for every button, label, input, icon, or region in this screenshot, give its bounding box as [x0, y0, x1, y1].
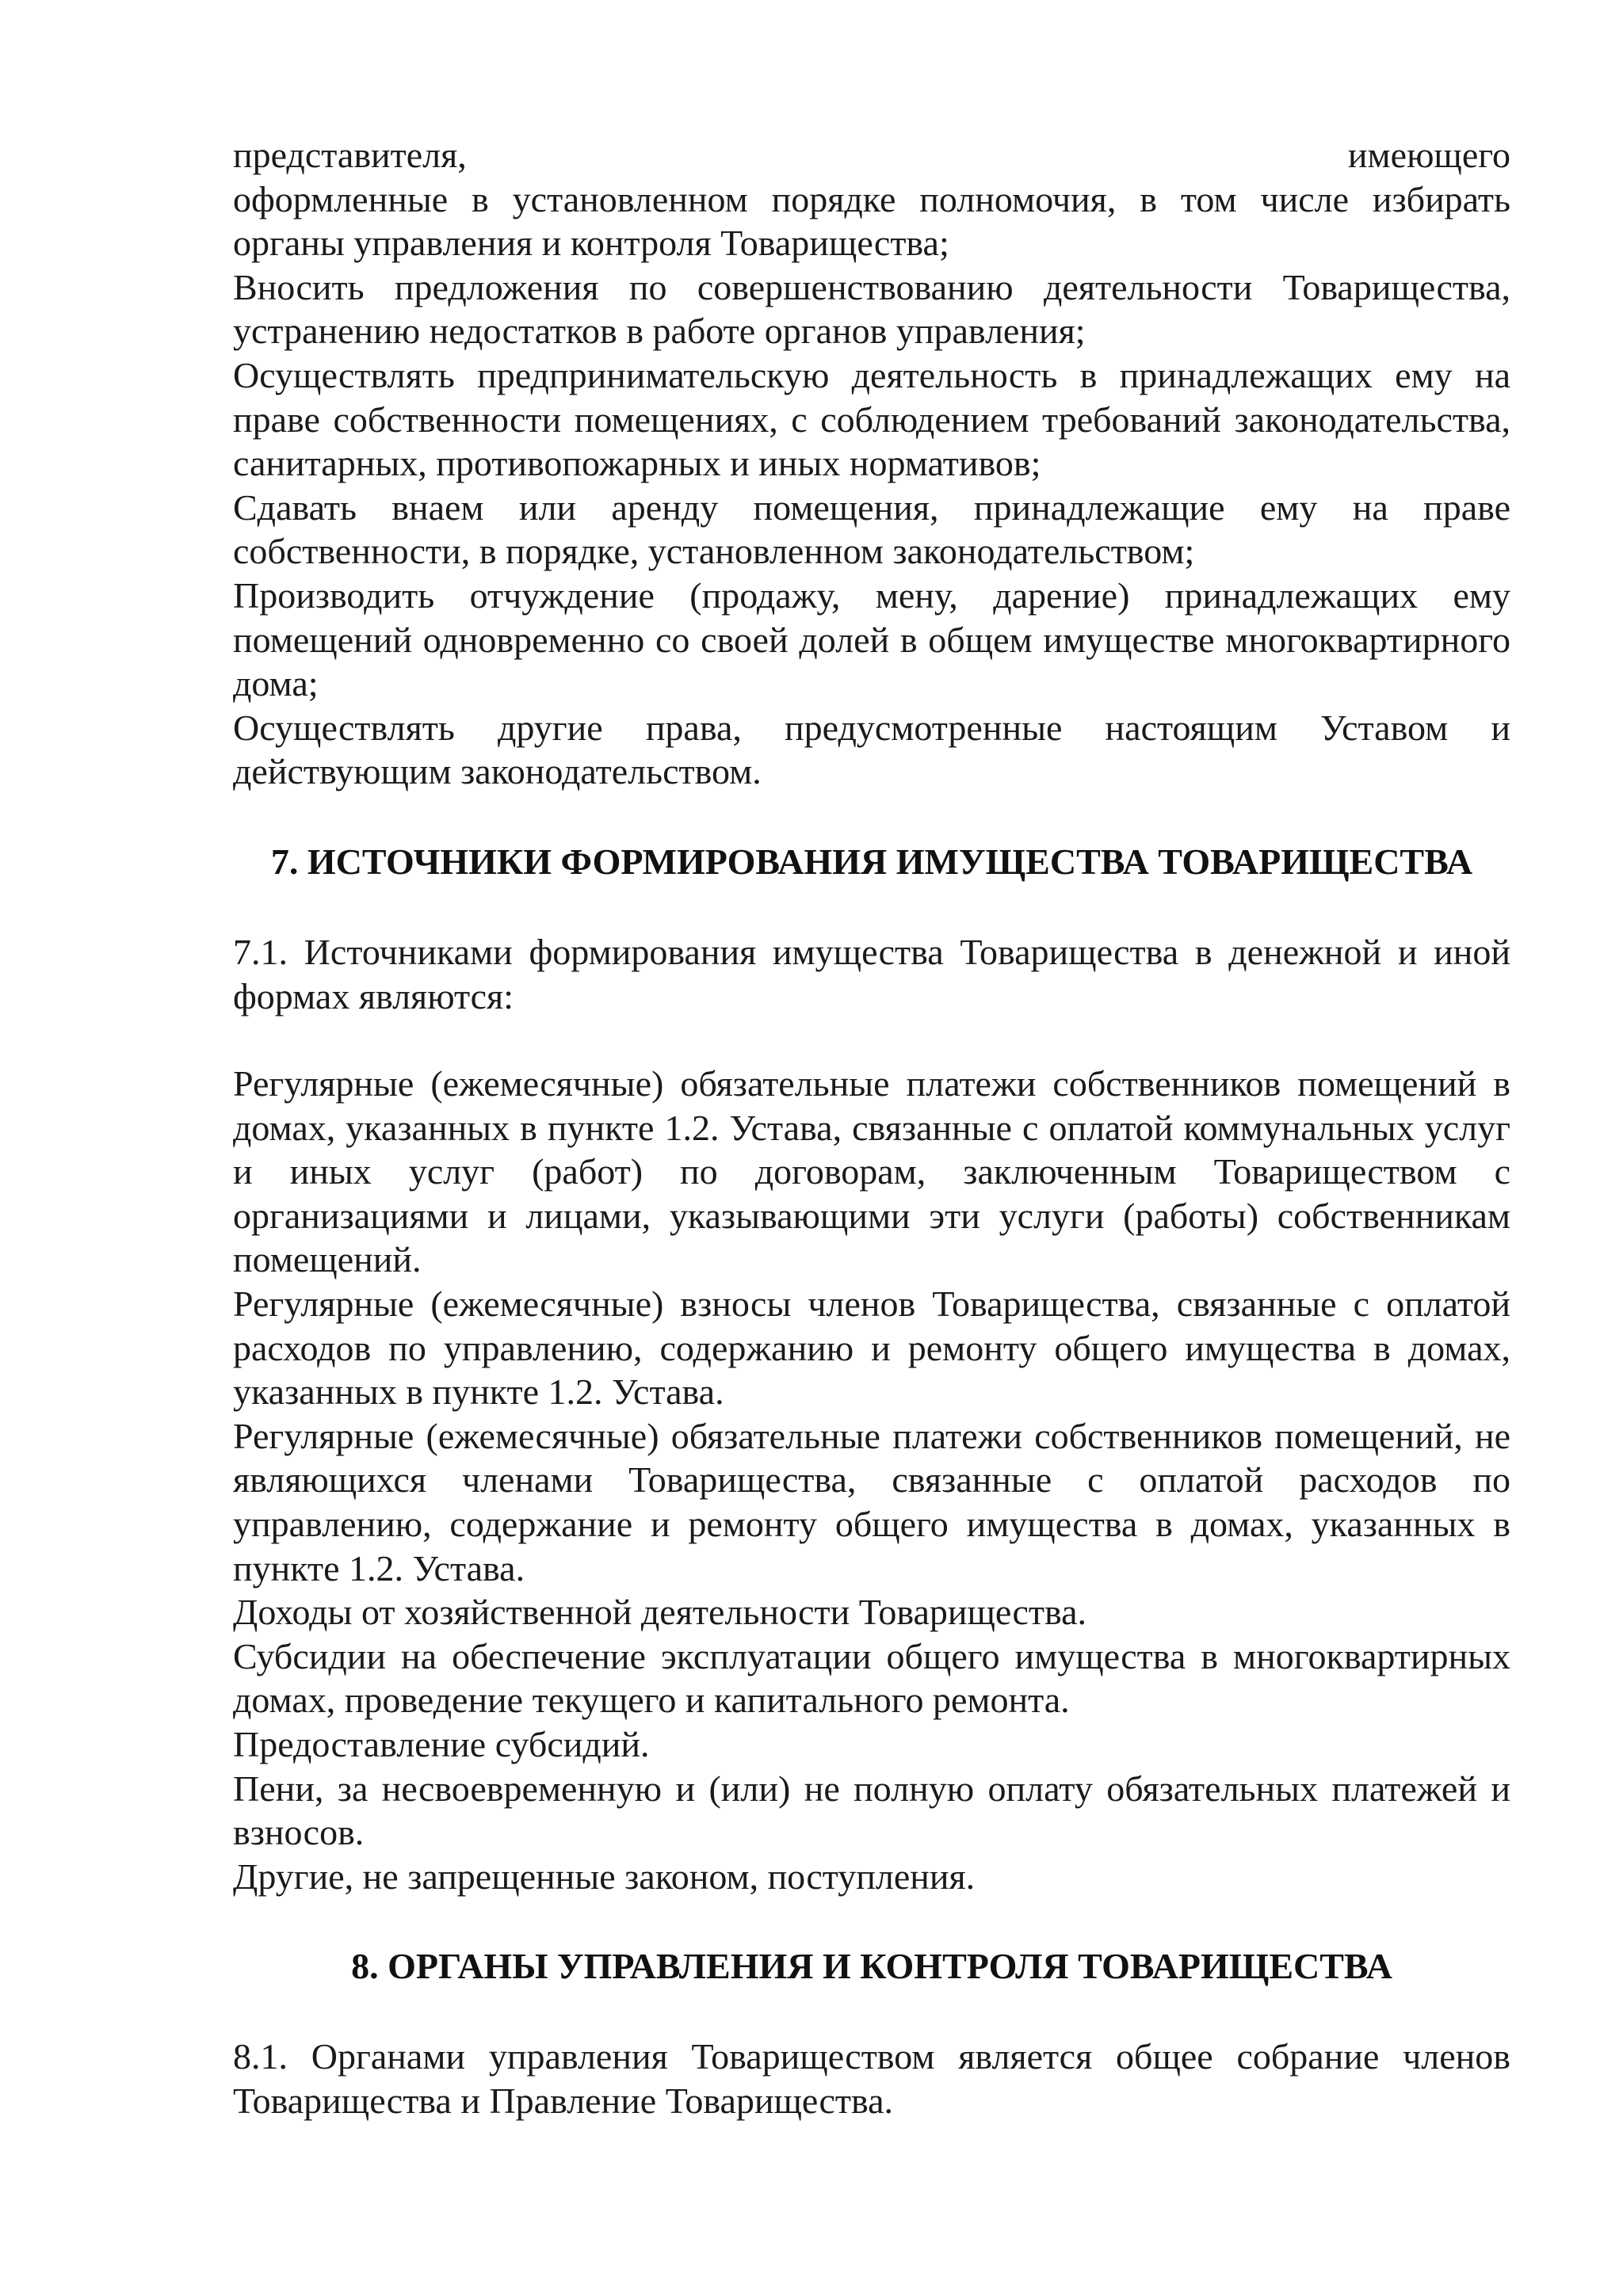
clause-7-1: 7.1. Источниками формирования имущества Товарищества в денежной и иной формах являются:	[233, 931, 1510, 1016]
right-item: Осуществлять предпринимательскую деятельность в принадлежащих ему на праве собственности помещениях, с соблюдением требований законодательства, санитарных, противопожарных и иных нормативов;	[233, 354, 1510, 484]
right-item: Осуществлять другие права, предусмотренные настоящим Уставом и действующим законодательством.	[233, 707, 1510, 792]
spacer	[233, 1989, 1510, 2035]
right-item: Производить отчуждение (продажу, мену, дарение) принадлежащих ему помещений одновременно со своей долей в общем имуществе многоквартирного дома;	[233, 574, 1510, 704]
section-8-heading: 8. ОРГАНЫ УПРАВЛЕНИЯ И КОНТРОЛЯ ТОВАРИЩЕСТВА	[351, 1946, 1392, 1987]
right-item: Вносить предложения по совершенствованию деятельности Товарищества, устранению недостатков в работе органов управления;	[233, 266, 1510, 352]
source-item: Регулярные (ежемесячные) взносы членов Товарищества, связанные с оплатой расходов по управлению, содержанию и ремонту общего имущества в домах, указанных в пункте 1.2. Устава.	[233, 1283, 1510, 1413]
spacer	[233, 1018, 1510, 1062]
clause-8-1: 8.1. Органами управления Товариществом является общее собрание членов Товарищества и Правление Товарищества.	[233, 2036, 1510, 2121]
source-item: Предоставление субсидий.	[233, 1724, 650, 1764]
source-item: Субсидии на обеспечение эксплуатации общего имущества в многоквартирных домах, проведение текущего и капитального ремонта.	[233, 1635, 1510, 1721]
right-item: Сдавать внаем или аренду помещения, принадлежащие ему на праве собственности, в порядке, установленном законодательством;	[233, 486, 1510, 572]
spacer	[233, 794, 1510, 840]
source-item: Другие, не запрещенные законом, поступления.	[233, 1855, 976, 1897]
document-page	[233, 133, 1510, 2123]
intro-continuation: оформленные в установленном порядке полномочия, в том числе избирать органы управления и контроля Товарищества;	[233, 178, 1510, 264]
source-item: Регулярные (ежемесячные) обязательные платежи собственников помещений, не являющихся членами Товарищества, связанные с оплатой расходов по управлению, содержание и ремонту общего имущества в домах, указанных в пункте 1.2. Устава.	[233, 1415, 1510, 1589]
spacer	[233, 884, 1510, 930]
source-item: Доходы от хозяйственной деятельности Товарищества.	[233, 1592, 1087, 1633]
source-item: Пени, за несвоевременную и (или) не полную оплату обязательных платежей и взносов.	[233, 1768, 1510, 1853]
intro-first-line: представителя, имеющего	[233, 135, 1510, 175]
section-7-heading: 7. ИСТОЧНИКИ ФОРМИРОВАНИЯ ИМУЩЕСТВА ТОВАРИЩЕСТВА	[270, 841, 1473, 882]
spacer	[233, 1898, 1510, 1944]
source-item: Регулярные (ежемесячные) обязательные платежи собственников помещений в домах, указанных в пункте 1.2. Устава, связанные с оплатой коммунальных услуг и иных услуг (работ) по договорам, заключенным Товариществом с организациями и лицами, указывающими эти услуги (работы) собственникам помещений.	[233, 1063, 1510, 1280]
